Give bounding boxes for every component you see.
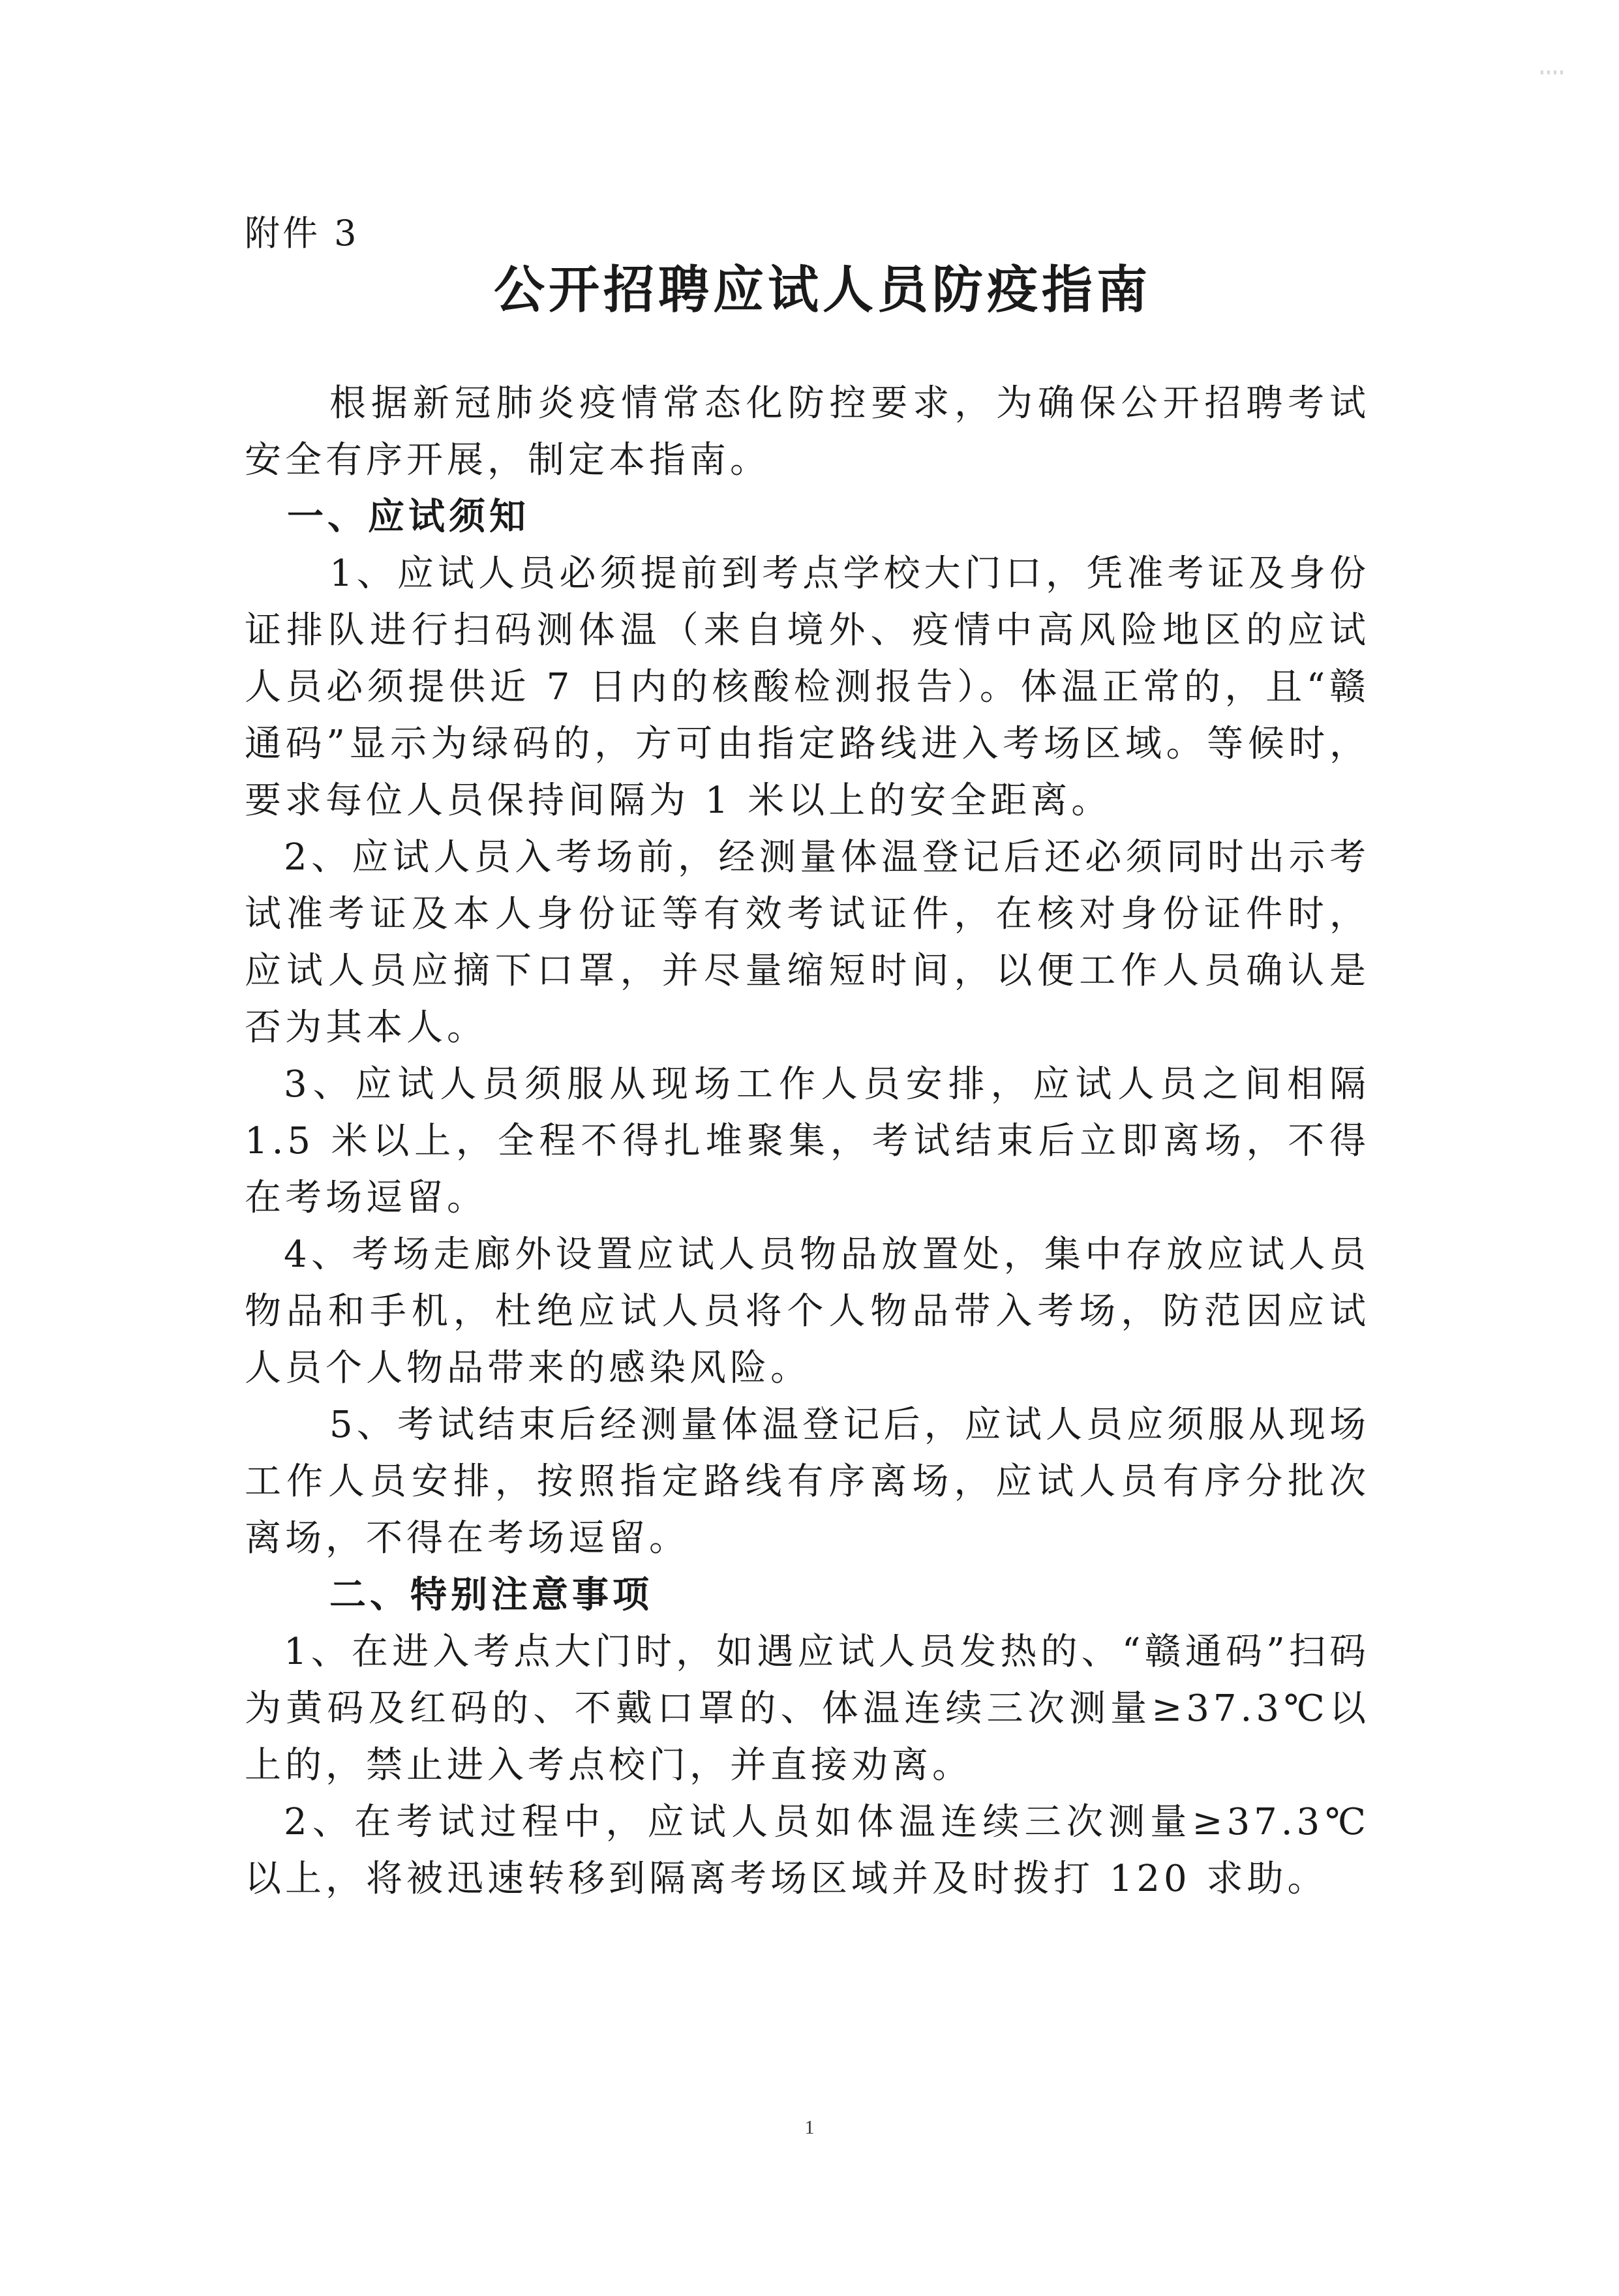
document-title: 公开招聘应试人员防疫指南 xyxy=(493,261,1151,320)
notice-item-3: 3、应试人员须服从现场工作人员安排，应试人员之间相隔 1.5 米以上，全程不得扎堆聚集，考试结束后立即离场，不得在考场逗留。 xyxy=(245,1063,1370,1219)
notice-item-5: 5、考试结束后经测量体温登记后，应试人员应须服从现场工作人员安排，按照指定路线有序离场，应试人员有序分批次离场，不得在考场逗留。 xyxy=(245,1404,1370,1560)
scan-speck xyxy=(1541,70,1567,74)
section-heading-notice: 一、应试须知 xyxy=(287,496,530,538)
attachment-label: 附件 3 xyxy=(245,213,359,254)
special-item-2: 2、在考试过程中，应试人员如体温连续三次测量≥37.3℃以上，将被迅速转移到隔离考场区域并及时拨打 120 求助。 xyxy=(245,1801,1370,1900)
intro-paragraph: 根据新冠肺炎疫情常态化防控要求，为确保公开招聘考试安全有序开展，制定本指南。 xyxy=(245,382,1370,481)
page-number: 1 xyxy=(804,2117,815,2138)
document-body xyxy=(245,375,1370,1907)
section-heading-special: 二、特别注意事项 xyxy=(329,1574,653,1616)
notice-item-2: 2、应试人员入考场前，经测量体温登记后还必须同时出示考试准考证及本人身份证等有效考试证件，在核对身份证件时，应试人员应摘下口罩，并尽量缩短时间，以便工作人员确认是否为其本人。 xyxy=(245,836,1370,1049)
notice-item-4: 4、考场走廊外设置应试人员物品放置处，集中存放应试人员物品和手机，杜绝应试人员将个人物品带入考场，防范因应试人员个人物品带来的感染风险。 xyxy=(245,1233,1370,1389)
special-item-1: 1、在进入考点大门时，如遇应试人员发热的、“赣通码”扫码为黄码及红码的、不戴口罩的、体温连续三次测量≥37.3℃以上的，禁止进入考点校门，并直接劝离。 xyxy=(245,1631,1370,1787)
notice-item-1: 1、应试人员必须提前到考点学校大门口，凭准考证及身份证排队进行扫码测体温（来自境外、疫情中高风险地区的应试人员必须提供近 7 日内的核酸检测报告）。体温正常的，且“赣通码”显示为绿码的，方可由指定路线进入考场区域。等候时，要求每位人员保持间隔为 1 米以上的安全距离。 xyxy=(245,552,1370,822)
